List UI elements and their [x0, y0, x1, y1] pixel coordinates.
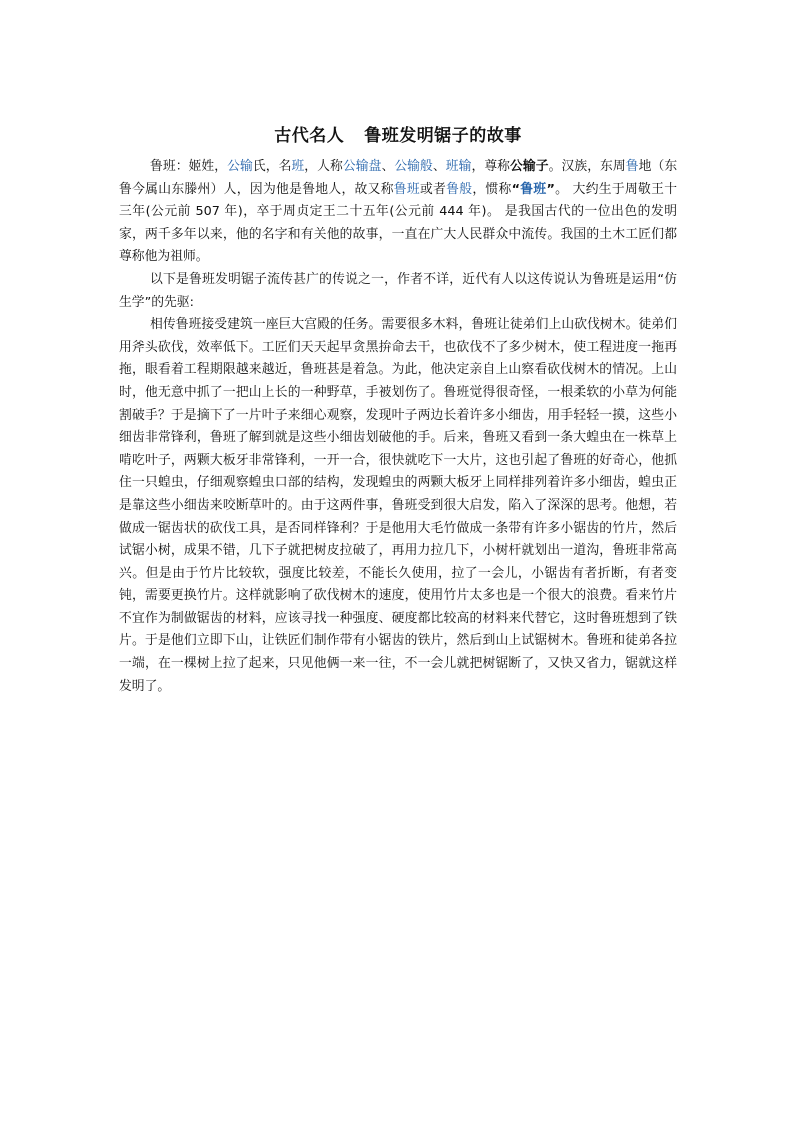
- paragraph-3: 相传鲁班接受建筑一座巨大宫殿的任务。需要很多木料，鲁班让徒弟们上山砍伐树木。徒弟们用斧头砍伐，效率低下。工匠们天天起早贪黑拚命去干，也砍伐不了多少树木，使工程进度一拖再拖，眼看着工程期限越来越近，鲁班甚是着急。为此，他决定亲自上山察看砍伐树木的情况。上山时，他无意中抓了一把山上长的一种野草，手被划伤了。鲁班觉得很奇怪，一根柔软的小草为何能割破手？于是摘下了一片叶子来细心观察，发现叶子两边长着许多小细齿，用手轻轻一摸，这些小细齿非常锋利，鲁班了解到就是这些小细齿划破他的手。后来，鲁班又看到一条大蝗虫在一株草上啃吃叶子，两颗大板牙非常锋利，一开一合，很快就吃下一大片，这也引起了鲁班的好奇心，他抓住一只蝗虫，仔细观察蝗虫口部的结构，发现蝗虫的两颗大板牙上同样排列着许多小细齿，蝗虫正是靠这些小细齿来咬断草叶的。由于这两件事，鲁班受到很大启发，陷入了深深的思考。他想，若做成一锯齿状的砍伐工具，是否同样锋利？于是他用大毛竹做成一条带有许多小锯齿的竹片，然后试锯小树，成果不错，几下子就把树皮拉破了，再用力拉几下，小树杆就划出一道沟，鲁班非常高兴。但是由于竹片比较软，强度比较差，不能长久使用，拉了一会儿，小锯齿有者折断，有者变钝，需要更换竹片。这样就影响了砍伐树木的速度，使用竹片太多也是一个很大的浪费。看来竹片不宜作为制做锯齿的材料，应该寻找一种强度、硬度都比较高的材料来代替它，这时鲁班想到了铁片。于是他们立即下山，让铁匠们制作带有小锯齿的铁片，然后到山上试锯树木。鲁班和徒弟各拉一端，在一棵树上拉了起来，只见他俩一来一往，不一会儿就把树锯断了，又快又省力，锯就这样发明了。: [119, 317, 677, 694]
- honorific-gongshuzi: 公输子: [510, 159, 549, 174]
- intro-text: 氏，名: [252, 159, 292, 174]
- intro-text: 或者: [419, 181, 447, 197]
- paragraph-2: 以下是鲁班发明锯子流传甚广的传说之一，作者不详，近代有人以这传说认为鲁班是运用“仿生学”的先驱:: [119, 271, 677, 310]
- title-part-1: 古代名人: [274, 126, 345, 146]
- intro-text: ，惯称: [472, 181, 512, 197]
- quote-close: ”: [546, 181, 555, 197]
- link-luban-alt[interactable]: 鲁般: [446, 181, 473, 197]
- intro-text: 、: [432, 159, 446, 174]
- intro-text: 、: [381, 159, 395, 174]
- link-banshu[interactable]: 班输: [445, 159, 472, 174]
- link-gongshu[interactable]: 公输: [227, 159, 253, 174]
- intro-paragraph: [119, 156, 677, 269]
- link-gongshupan[interactable]: 公输盘: [342, 159, 382, 174]
- link-luban[interactable]: 鲁班: [393, 181, 420, 197]
- intro-text: 鲁班：姬姓，: [150, 159, 228, 174]
- document-page: [119, 118, 677, 698]
- link-ban[interactable]: 班: [291, 159, 305, 174]
- link-gongshuban[interactable]: 公输般: [394, 159, 433, 174]
- document-title: [119, 118, 677, 154]
- quote-open: “: [511, 181, 520, 197]
- link-luban-common[interactable]: 鲁班: [520, 181, 547, 197]
- title-part-2: 鲁班发明锯子的故事: [364, 126, 522, 146]
- link-lu[interactable]: 鲁: [625, 159, 639, 174]
- intro-text: 。汉族，东周: [548, 159, 626, 174]
- intro-text: ，尊称: [471, 159, 511, 174]
- intro-text: 地（东鲁今属山东滕州）人，因为他是鲁地人，故又称: [119, 159, 678, 197]
- intro-text: 。 大约生于周敬王十三年(公元前 507 年)，卒于周贞定王二十五年(公元前 444 年)。 是我国古代的一位出色的发明家，两千多年以来，他的名字和有关他的故事，一直在广大人民群众中流传。我国的土木工匠们都尊称他为祖师。: [119, 181, 678, 265]
- intro-text: ，人称: [304, 159, 343, 174]
